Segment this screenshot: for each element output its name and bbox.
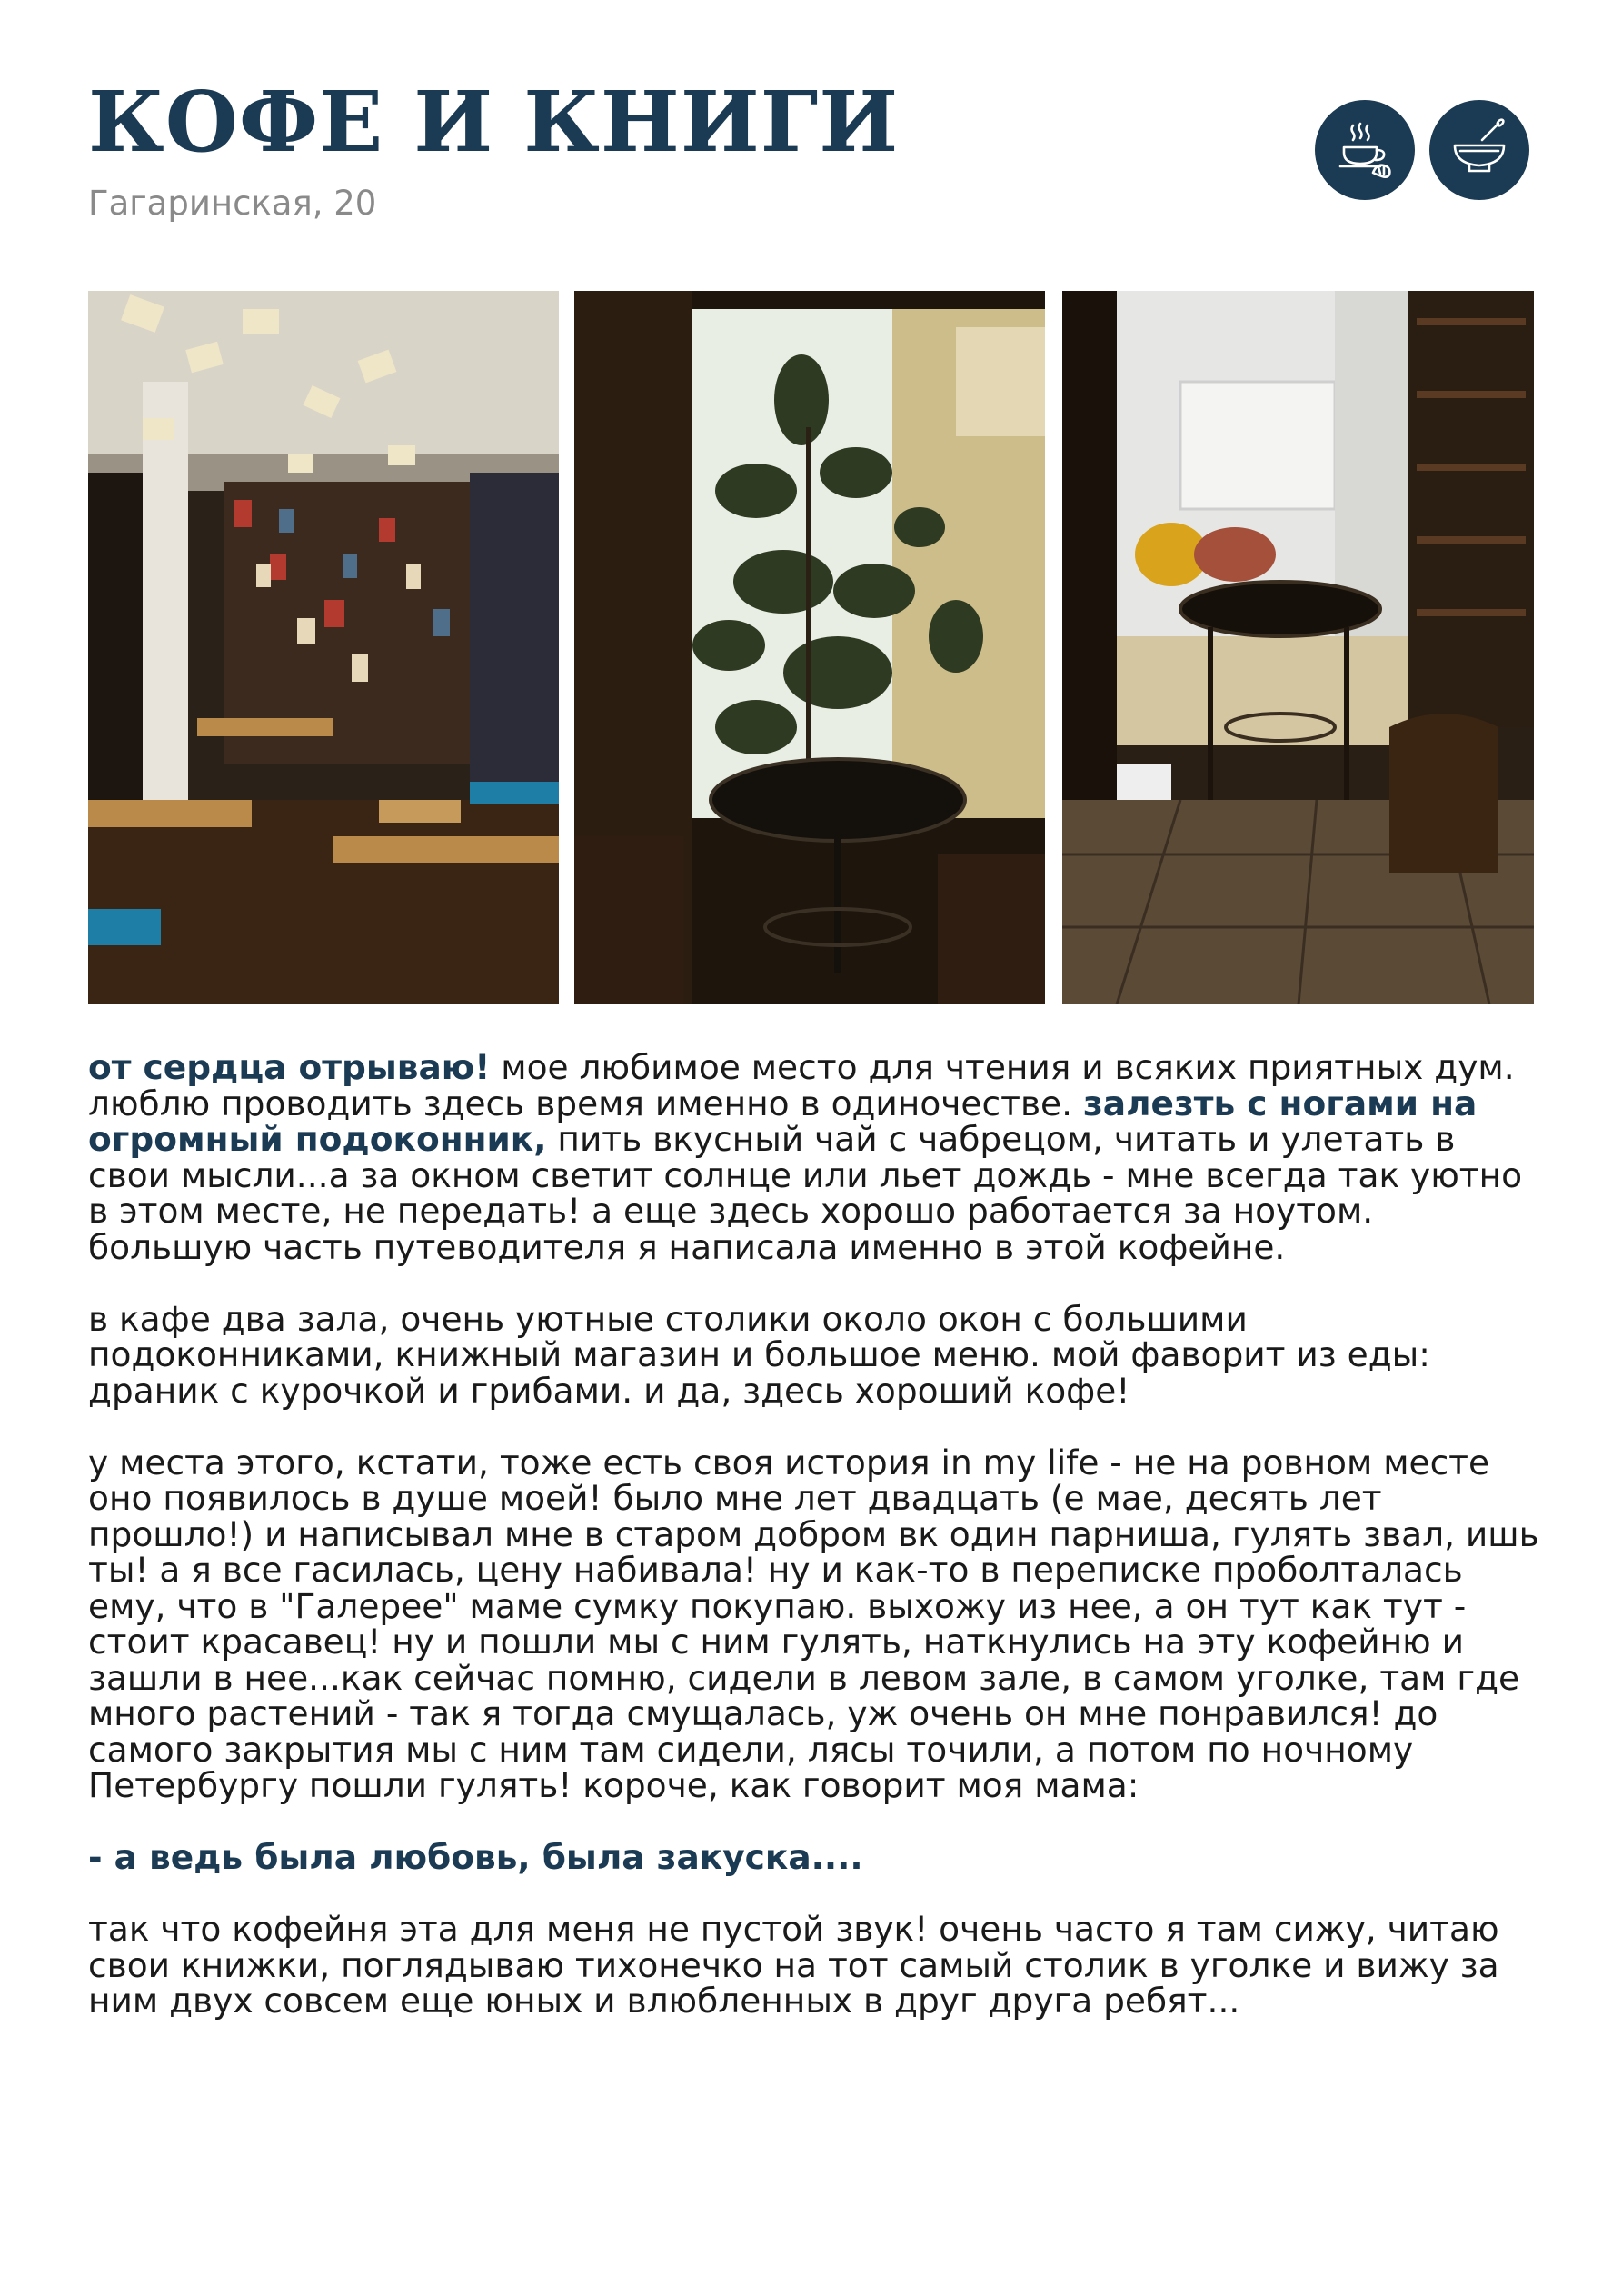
highlight-phrase: от сердца отрываю! xyxy=(88,1047,491,1087)
paragraph-closing: так что кофейня эта для меня не пустой звук! очень часто я там сижу, читаю свои книжки, поглядываю тихонечко на тот самый столик в уголке и вижу за ним двух совсем еще юных и влюбленных в друг друга ребят... xyxy=(88,1909,1499,2021)
paragraph-cafe-halls: в кафе два зала, очень уютные столики около окон с большими подоконниками, книжный магазин и большое меню. мой фаворит из еды: драник с курочкой и грибами. и да, здесь хороший кофе! xyxy=(88,1298,1430,1411)
highlight-phrase: залезть с ногами на огромный подоконник, xyxy=(88,1083,1478,1159)
address: Гагаринская, 20 xyxy=(88,184,377,223)
quote: - а ведь была любовь, была закуска.... xyxy=(88,1837,863,1877)
window-seat-table-photo xyxy=(1062,291,1534,1004)
article-text xyxy=(88,1047,1542,2055)
soup-bowl-icon xyxy=(1429,100,1529,200)
page-title: КОФЕ И КНИГИ xyxy=(88,73,900,171)
paragraph-intro xyxy=(88,1047,1542,1267)
photo-row xyxy=(88,291,1534,1004)
coffee-cup-croissant-icon xyxy=(1315,100,1415,200)
paragraph-text: мое любимое место для чтения и всяких приятных дум. люблю проводить здесь время именно в одиночестве. xyxy=(88,1047,1515,1123)
paragraph-text: пить вкусный чай с чабрецом, читать и улетать в свои мысли...а за окном светит солнце или льет дождь - мне всегда так уютно в этом месте, не передать! а еще здесь хорошо работается за ноутом. большую часть путеводителя я написала именно в этой кофейне. xyxy=(88,1119,1523,1267)
paragraph-story: у места этого, кстати, тоже есть своя история in my life - не на ровном месте оно появилось в душе моей! было мне лет двадцать (е мае, десять лет прошло!) и написывал мне в старом добром вк один парниша, гулять звал, ишь ты! а я все гасилась, цену набивала! ну и как-то в переписке проболталась ему, что в "Галерее" маме сумку покупаю. выхожу из нее, а он тут как тут - стоит красавец! ну и пошли мы с ним гулять, наткнулись на эту кофейню и зашли в нее...как сейчас помню, сидели в левом зале, в самом уголке, там где много растений - так я тогда смущалась, уж очень он мне понравился! до самого закрытия мы с ним там сидели, лясы точили, а потом по ночному Петербургу пошли гулять! короче, как говорит моя мама: xyxy=(88,1442,1539,1805)
cafe-interior-bookshelves-photo xyxy=(88,291,559,1004)
window-plant-table-photo xyxy=(574,291,1045,1004)
